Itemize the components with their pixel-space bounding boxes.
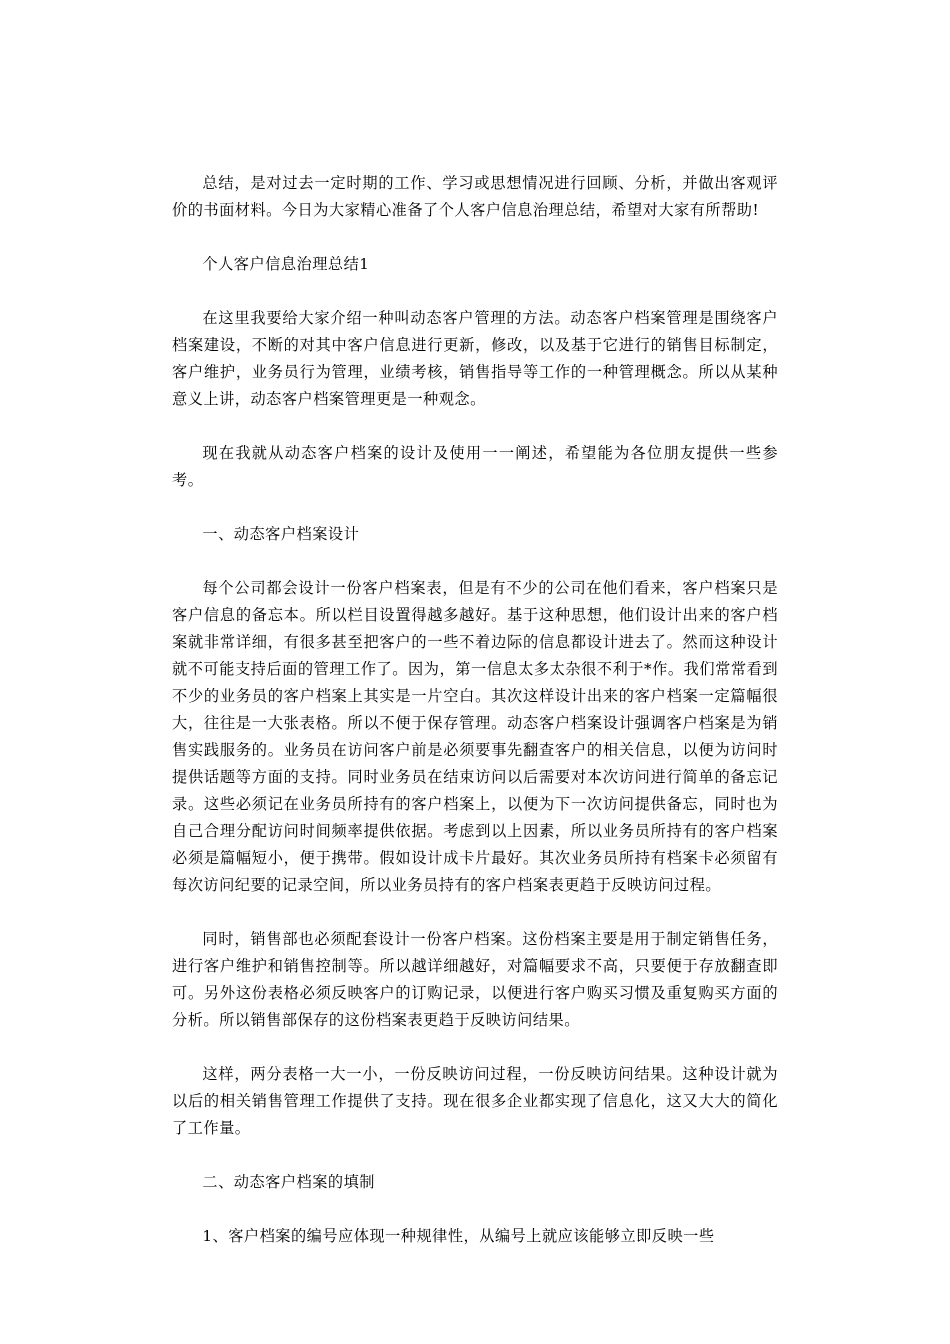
body-paragraph: 这样，两分表格一大一小，一份反映访问过程，一份反映访问结果。这种设计就为以后的相关销售管理工作提供了支持。现在很多企业都实现了信息化，这又大大的简化了工作量。 xyxy=(172,1065,778,1137)
document-page xyxy=(172,170,778,1277)
section-title: 个人客户信息治理总结1 xyxy=(202,255,370,273)
subsection-heading: 一、动态客户档案设计 xyxy=(202,525,360,543)
body-paragraph: 每个公司都会设计一份客户档案表，但是有不少的公司在他们看来，客户档案只是客户信息的备忘本。所以栏目设置得越多越好。基于这种思想，他们设计出来的客户档案就非常详细，有很多甚至把客户的一些不着边际的信息都设计进去了。然而这种设计就不可能支持后面的管理工作了。因为，第一信息太多太杂很不利于*作。我们常常看到不少的业务员的客户档案上其实是一片空白。其次这样设计出来的客户档案一定篇幅很大，往往是一大张表格。所以不便于保存管理。动态客户档案设计强调客户档案是为销售实践服务的。业务员在访问客户前是必须要事先翻查客户的相关信息，以便为访问时提供话题等方面的支持。同时业务员在结束访问以后需要对本次访问进行简单的备忘记录。这些必须记在业务员所持有的客户档案上，以便为下一次访问提供备忘，同时也为自己合理分配访问时间频率提供依据。考虑到以上因素，所以业务员所持有的客户档案必须是篇幅短小，便于携带。假如设计成卡片最好。其次业务员所持有档案卡必须留有每次访问纪要的记录空间，所以业务员持有的客户档案表更趋于反映访问过程。 xyxy=(172,579,778,894)
body-paragraph: 在这里我要给大家介绍一种叫动态客户管理的方法。动态客户档案管理是围绕客户档案建设，不断的对其中客户信息进行更新，修改，以及基于它进行的销售目标制定，客户维护，业务员行为管理，业绩考核，销售指导等工作的一种管理概念。所以从某种意义上讲，动态客户档案管理更是一种观念。 xyxy=(172,309,778,408)
body-paragraph: 同时，销售部也必须配套设计一份客户档案。这份档案主要是用于制定销售任务，进行客户维护和销售控制等。所以越详细越好，对篇幅要求不高，只要便于存放翻查即可。另外这份表格必须反映客户的订购记录，以便进行客户购买习惯及重复购买方面的分析。所以销售部保存的这份档案表更趋于反映访问结果。 xyxy=(172,930,778,1029)
body-paragraph: 现在我就从动态客户档案的设计及使用一一阐述，希望能为各位朋友提供一些参考。 xyxy=(172,444,778,489)
intro-paragraph: 总结，是对过去一定时期的工作、学习或思想情况进行回顾、分析，并做出客观评价的书面材料。今日为大家精心准备了个人客户信息治理总结，希望对大家有所帮助! xyxy=(172,174,778,219)
subsection-heading: 二、动态客户档案的填制 xyxy=(202,1173,375,1191)
body-paragraph: 1、客户档案的编号应体现一种规律性，从编号上就应该能够立即反映一些 xyxy=(202,1227,715,1245)
